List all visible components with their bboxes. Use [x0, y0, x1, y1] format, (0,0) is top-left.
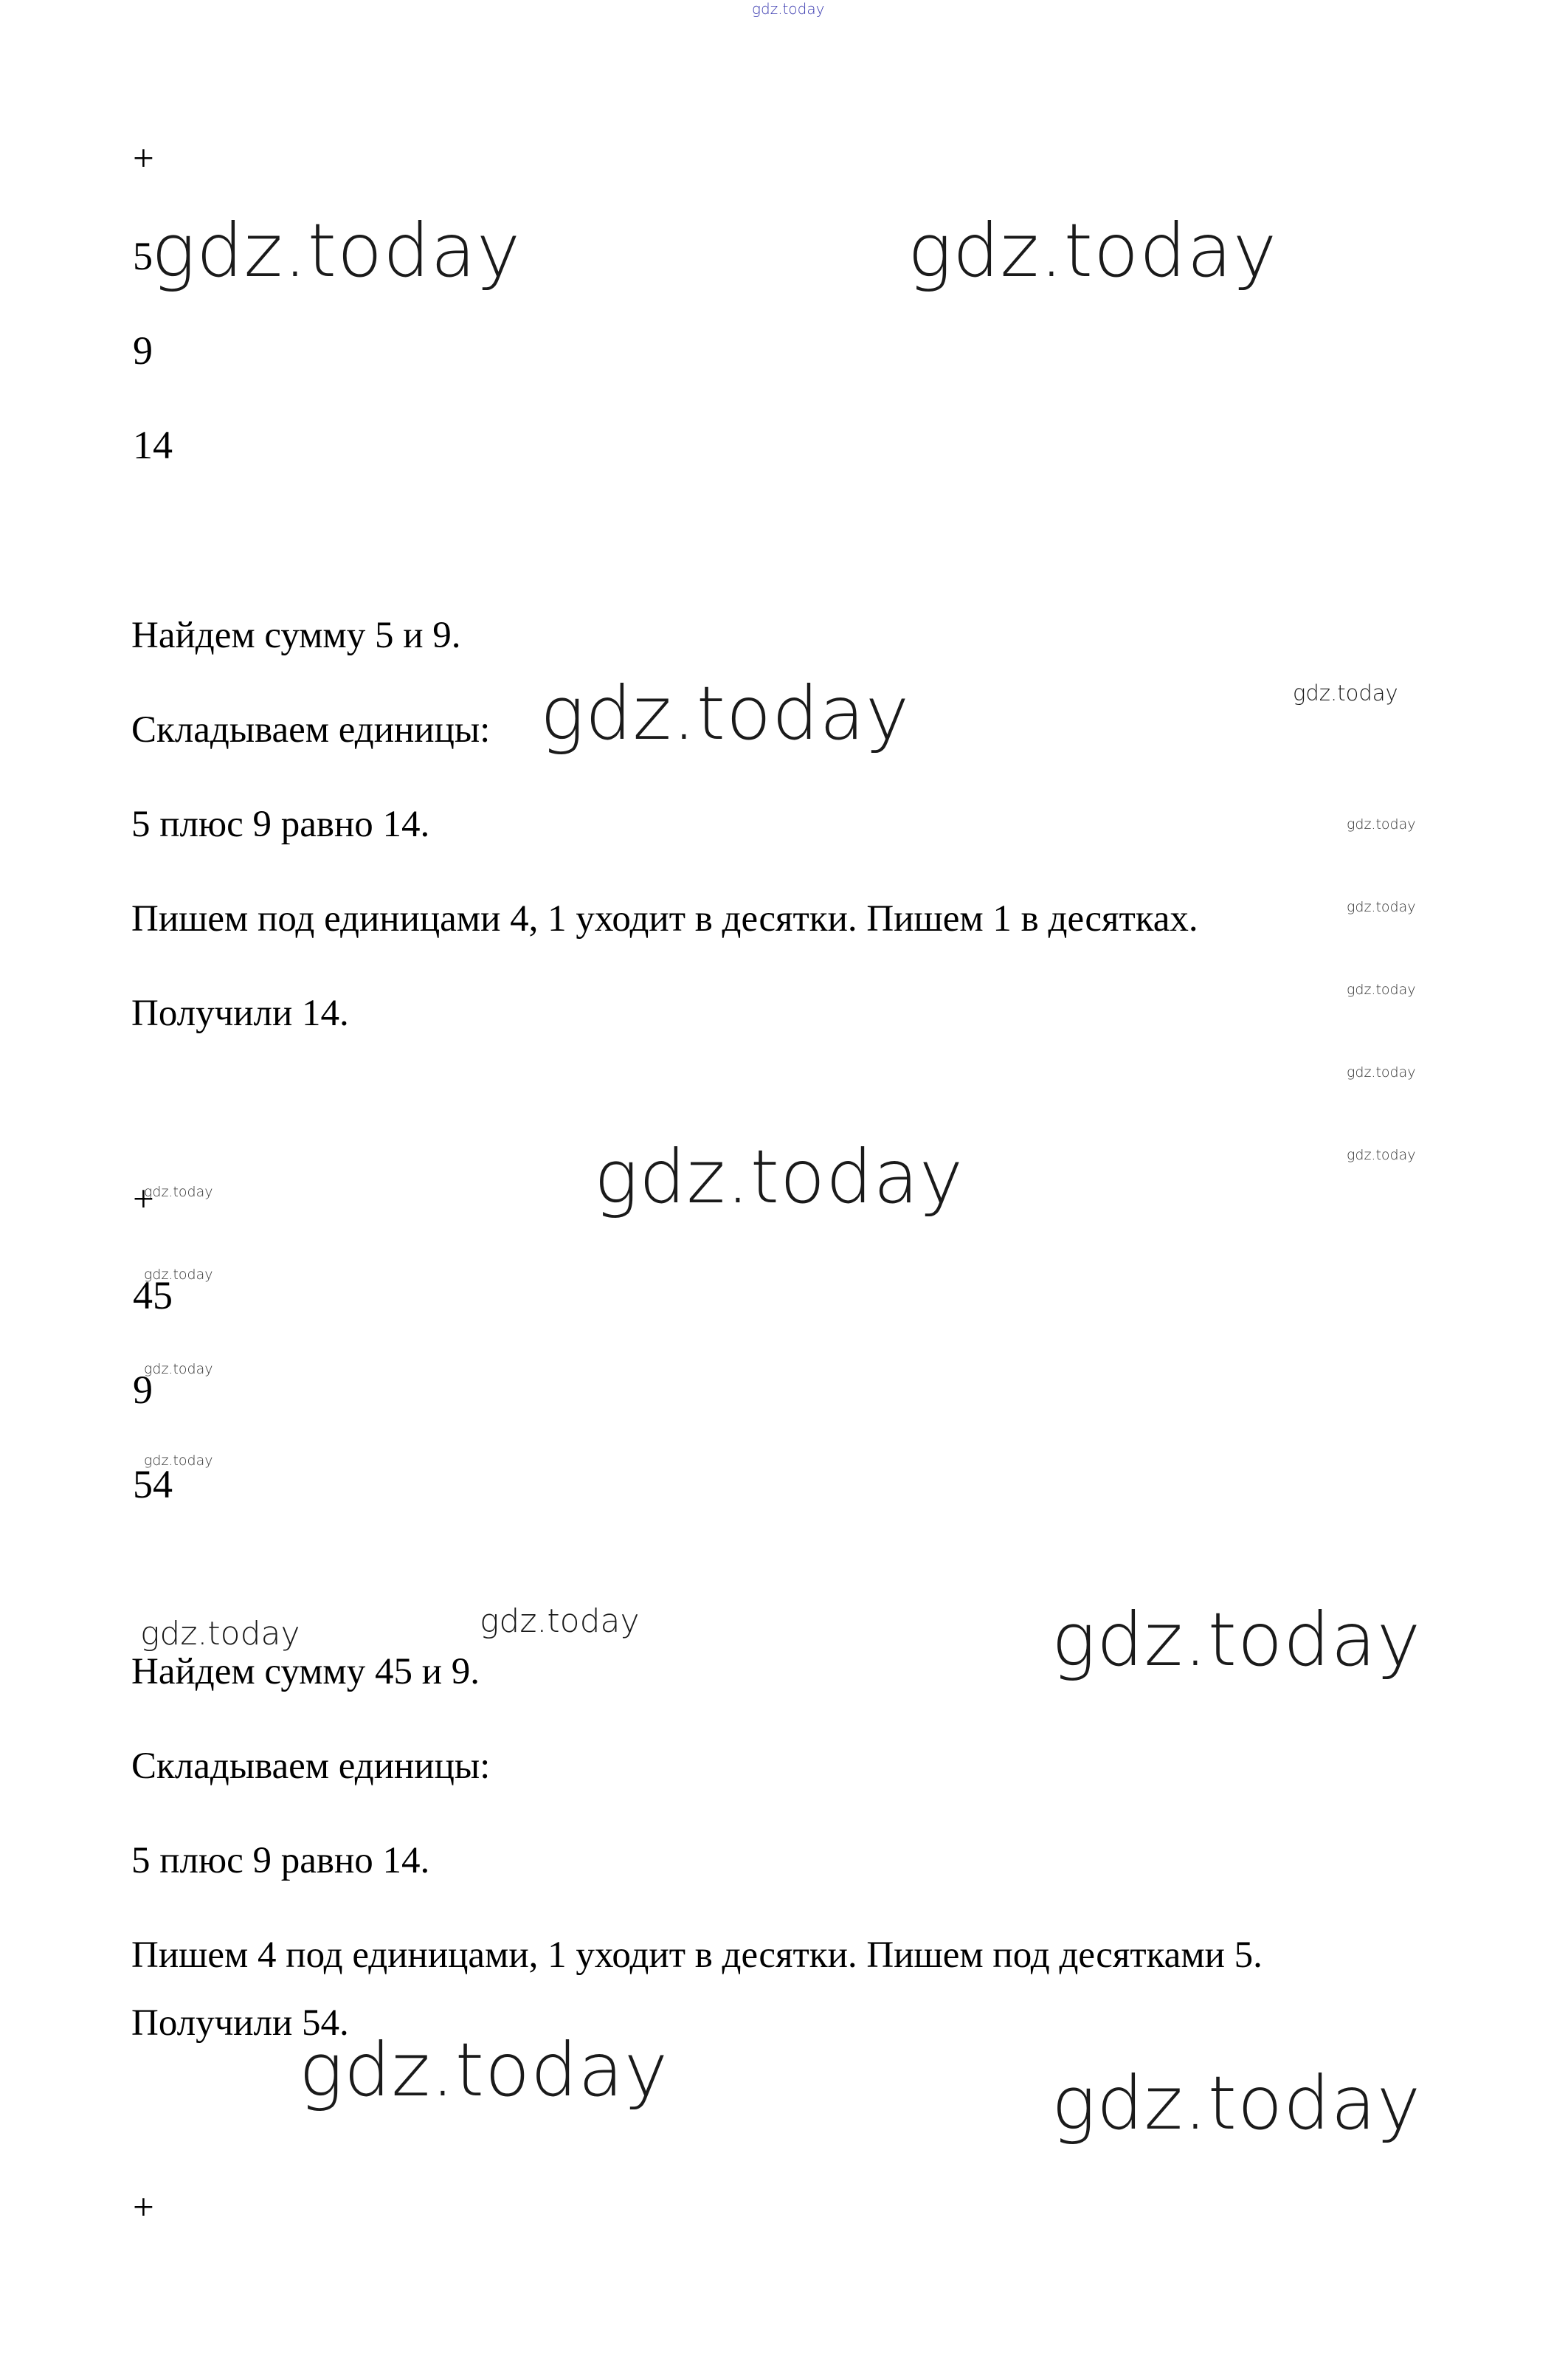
ex1-addend2: 9	[133, 328, 153, 373]
watermark-small: gdz.today	[1293, 681, 1398, 706]
watermark-tiny: gdz.today	[144, 1267, 213, 1283]
watermark-medium: gdz.today	[480, 1602, 640, 1640]
watermark-large-5: gdz.today	[1051, 1596, 1422, 1683]
watermark-tiny: gdz.today	[1347, 1147, 1416, 1163]
ex2-addend1: 45	[133, 1273, 173, 1317]
ex2-result: 54	[133, 1462, 173, 1506]
ex1-line-5: Получили 14.	[131, 993, 349, 1034]
plus-sign-3: +	[133, 2187, 154, 2228]
watermark-tiny: gdz.today	[144, 1361, 213, 1377]
watermark-tiny: gdz.today	[1347, 816, 1416, 833]
watermark-tiny: gdz.today	[1347, 1064, 1416, 1081]
watermark-large-1: gdz.today	[151, 207, 522, 294]
watermark-large-7: gdz.today	[1051, 2060, 1422, 2146]
ex1-result: 14	[133, 423, 173, 467]
watermark-top: gdz.today	[752, 0, 825, 18]
ex2-line-4: Пишем 4 под единицами, 1 уходит в десятки. Пишем под десятками 5.	[131, 1934, 1263, 1976]
watermark-large-2: gdz.today	[908, 207, 1278, 294]
watermark-large-4: gdz.today	[594, 1134, 964, 1220]
ex1-line-1: Найдем сумму 5 и 9.	[131, 615, 461, 656]
watermark-tiny: gdz.today	[144, 1184, 213, 1200]
watermark-large-6: gdz.today	[299, 2027, 669, 2113]
ex2-line-3: 5 плюс 9 равно 14.	[131, 1840, 430, 1881]
plus-sign-1: +	[133, 138, 154, 179]
ex2-line-1: Найдем сумму 45 и 9.	[131, 1651, 480, 1692]
watermark-tiny: gdz.today	[1347, 899, 1416, 915]
watermark-large-3: gdz.today	[540, 670, 911, 757]
ex1-line-2: Складываем единицы:	[131, 709, 491, 751]
plus-sign-2: +	[133, 1179, 154, 1220]
ex1-line-4: Пишем под единицами 4, 1 уходит в десятки. Пишем 1 в десятках.	[131, 898, 1198, 940]
watermark-tiny: gdz.today	[144, 1453, 213, 1469]
ex2-line-2: Складываем единицы:	[131, 1746, 491, 1787]
watermark-medium-2: gdz.today	[140, 1615, 300, 1653]
ex2-addend2: 9	[133, 1368, 153, 1412]
ex1-addend1: 5	[133, 234, 153, 278]
watermark-tiny: gdz.today	[1347, 982, 1416, 998]
ex2-line-5: Получили 54.	[131, 2002, 349, 2044]
ex1-line-3: 5 плюс 9 равно 14.	[131, 804, 430, 845]
